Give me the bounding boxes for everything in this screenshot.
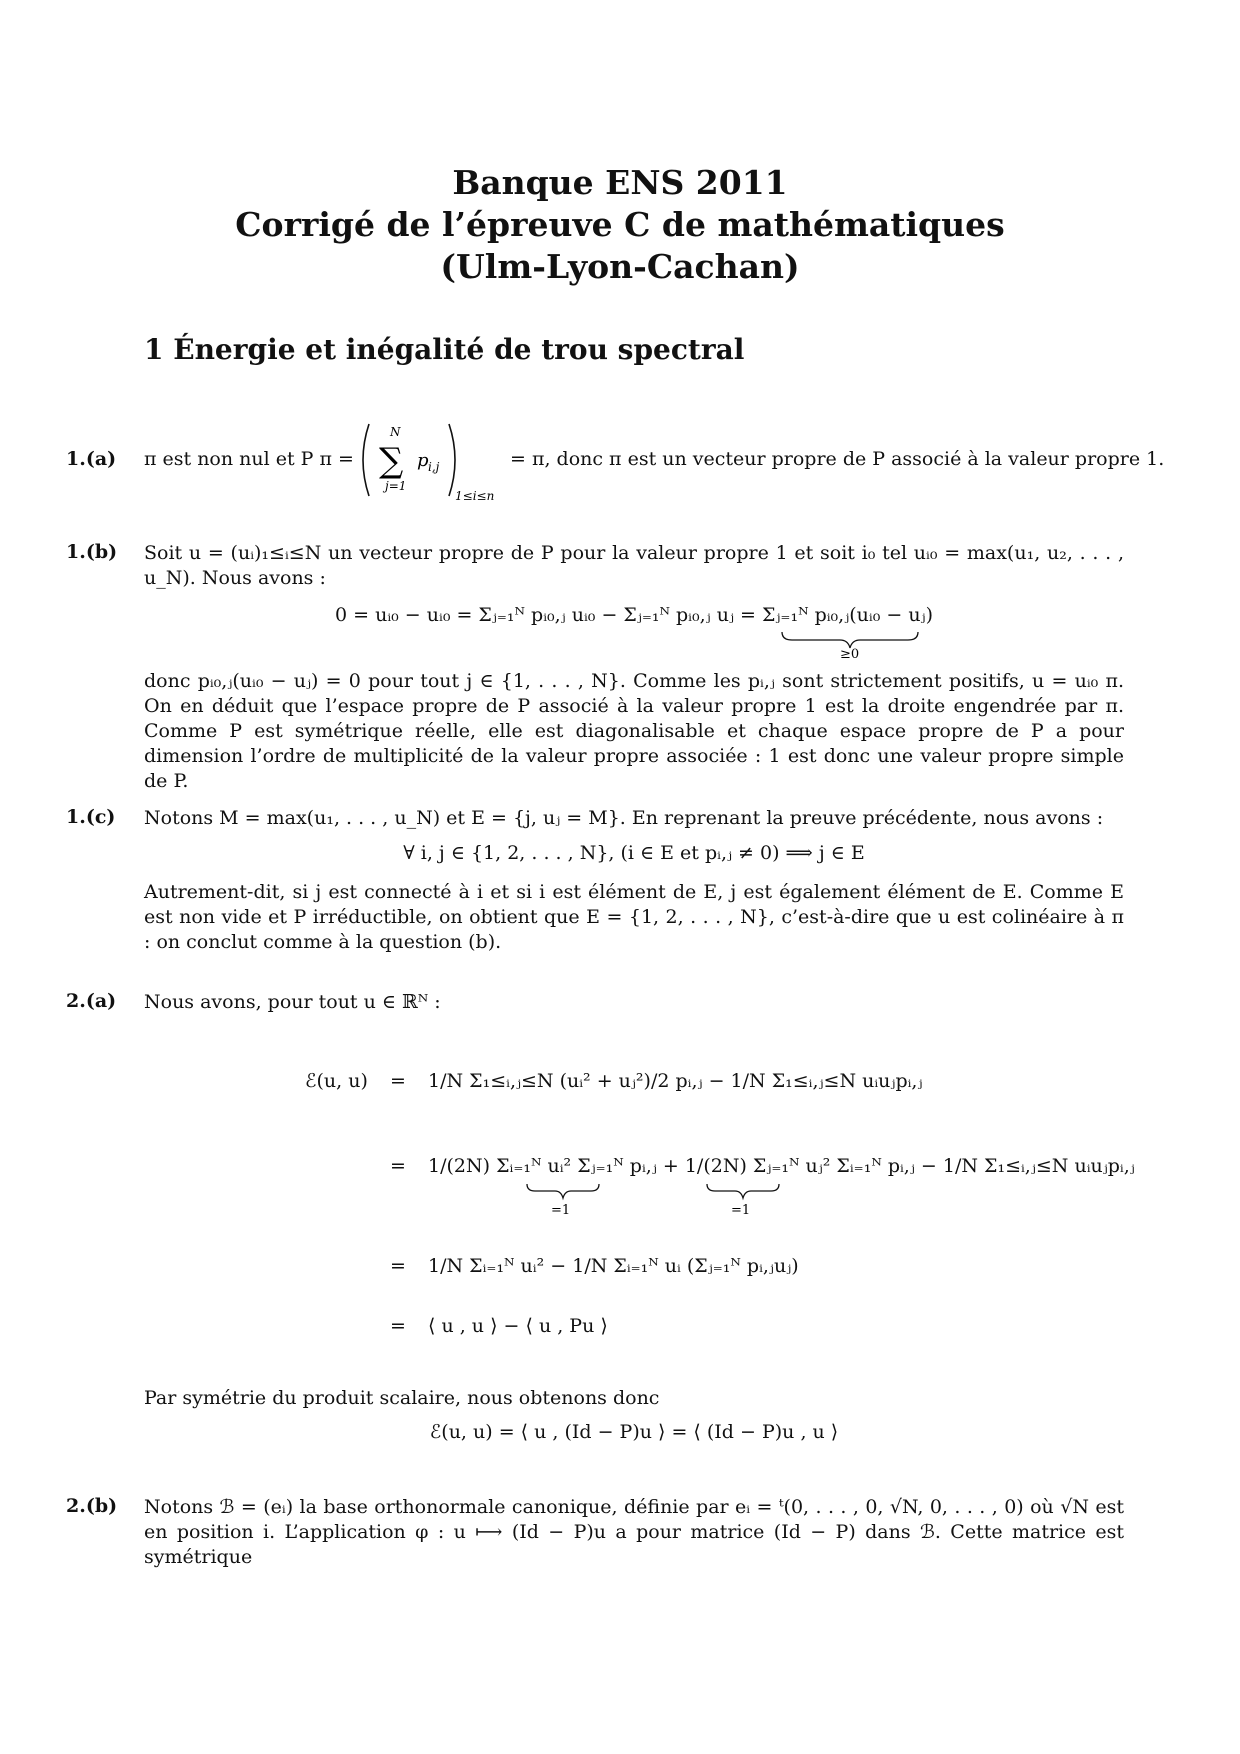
svg-text:i,j: i,j — [428, 460, 440, 474]
question-label-1c: 1.(c) — [66, 806, 116, 828]
q2a-final-equation: ℰ(u, u) = ⟨ u , (Id − P)u ⟩ = ⟨ (Id − P)u , u ⟩ — [429, 1421, 839, 1443]
document-title — [0, 162, 1240, 288]
energy-row-3: 1/N Σᵢ₌₁ᴺ uᵢ² − 1/N Σᵢ₌₁ᴺ uᵢ (Σⱼ₌₁ᴺ pᵢ,ⱼuⱼ) — [428, 1255, 799, 1277]
energy-lhs: ℰ(u, u) — [305, 1070, 368, 1092]
question-label-2a: 2.(a) — [66, 990, 117, 1012]
q1b-equation: 0 = uᵢ₀ − uᵢ₀ = Σⱼ₌₁ᴺ pᵢ₀,ⱼ uᵢ₀ − Σⱼ₌₁ᴺ pᵢ₀,ⱼ uⱼ = Σⱼ₌₁ᴺ pᵢ₀,ⱼ(uᵢ₀ − uⱼ) — [335, 604, 933, 626]
underbrace-label-2: =1 — [731, 1203, 751, 1218]
title-line-1: Banque ENS 2011 — [452, 163, 788, 202]
equals-sign-2: = — [390, 1155, 406, 1177]
q1b-conclusion: donc pᵢ₀,ⱼ(uᵢ₀ − uⱼ) = 0 pour tout j ∈ {1, . . . , N}. Comme les pᵢ,ⱼ sont strictement positifs, u = uᵢ₀ π. On en déduit que l’espace propre de P associé à la valeur propre 1 est la droite engendrée par π. Comme P est symétrique réelle, elle est diagonalisable et chaque espace propre de P a pour dimension l’ordre de multiplicité de la valeur propre associée : 1 est donc une valeur propre simple de P. — [144, 670, 1124, 792]
title-line-2: Corrigé de l’épreuve C de mathématiques — [235, 205, 1005, 244]
q1c-equation: ∀ i, j ∈ {1, 2, . . . , N}, (i ∈ E et pᵢ,ⱼ ≠ 0) ⟹ j ∈ E — [403, 842, 865, 864]
svg-text:∑: ∑ — [379, 441, 404, 481]
question-label-1b: 1.(b) — [66, 541, 118, 563]
equals-sign-1: = — [390, 1070, 406, 1092]
q1a-post-text: = π, donc π est un vecteur propre de P associé à la valeur propre 1. — [510, 448, 1165, 470]
q1a-pre-text: π est non nul et P π = — [144, 448, 354, 470]
question-label-1a: 1.(a) — [66, 448, 117, 470]
q2b-text: Notons ℬ = (eᵢ) la base orthonormale canonique, définie par eᵢ = ᵗ(0, . . . , 0, √N, 0, . . . , 0) où √N est en position i. L’application φ : u ⟼ (Id − P)u a pour matrice (Id − P) dans ℬ. Cette matrice est symétrique — [144, 1496, 1124, 1568]
q1b-underbrace-label: ≥0 — [840, 647, 860, 662]
svg-text:j=1: j=1 — [385, 479, 407, 493]
question-label-2b: 2.(b) — [66, 1495, 118, 1517]
energy-row-1: 1/N Σ₁≤ᵢ,ⱼ≤N (uᵢ² + uⱼ²)/2 pᵢ,ⱼ − 1/N Σ₁≤ᵢ,ⱼ≤N uᵢuⱼpᵢ,ⱼ — [428, 1070, 923, 1092]
q1a-sum-vector — [355, 420, 515, 502]
section-heading: 1 Énergie et inégalité de trou spectral — [144, 333, 745, 366]
row-2-underbraces — [525, 1182, 925, 1218]
underbrace-label-1: =1 — [551, 1203, 571, 1218]
equals-sign-3: = — [390, 1255, 406, 1277]
svg-text:1≤i≤n: 1≤i≤n — [455, 489, 495, 503]
q2a-intro: Nous avons, pour tout u ∈ ℝᴺ : — [144, 991, 441, 1013]
svg-text:p: p — [417, 450, 429, 471]
q1c-conclusion: Autrement-dit, si j est connecté à i et si i est élément de E, j est également élément de E. Comme E est non vide et P irréductible, on obtient que E = {1, 2, . . . , N}, c’est-à-dire que u est colinéaire à π : on conclut comme à la question (b). — [144, 881, 1124, 953]
energy-row-4: ⟨ u , u ⟩ − ⟨ u , Pu ⟩ — [428, 1315, 608, 1337]
svg-text:N: N — [390, 425, 401, 439]
q1b-underbrace — [780, 630, 920, 660]
q1b-intro: Soit u = (uᵢ)₁≤ᵢ≤N un vecteur propre de P pour la valeur propre 1 et soit i₀ tel uᵢ₀ = max(u₁, u₂, . . . , u_N). Nous avons : — [144, 542, 1124, 589]
energy-row-2: 1/(2N) Σᵢ₌₁ᴺ uᵢ² Σⱼ₌₁ᴺ pᵢ,ⱼ + 1/(2N) Σⱼ₌₁ᴺ uⱼ² Σᵢ₌₁ᴺ pᵢ,ⱼ − 1/N Σ₁≤ᵢ,ⱼ≤N uᵢuⱼpᵢ,ⱼ — [428, 1155, 1135, 1177]
q1c-intro: Notons M = max(u₁, . . . , u_N) et E = {j, uⱼ = M}. En reprenant la preuve précédente, nous avons : — [144, 807, 1104, 829]
title-line-3: (Ulm-Lyon-Cachan) — [440, 247, 800, 286]
equals-sign-4: = — [390, 1315, 406, 1337]
q2a-symmetry-text: Par symétrie du produit scalaire, nous obtenons donc — [144, 1387, 660, 1409]
